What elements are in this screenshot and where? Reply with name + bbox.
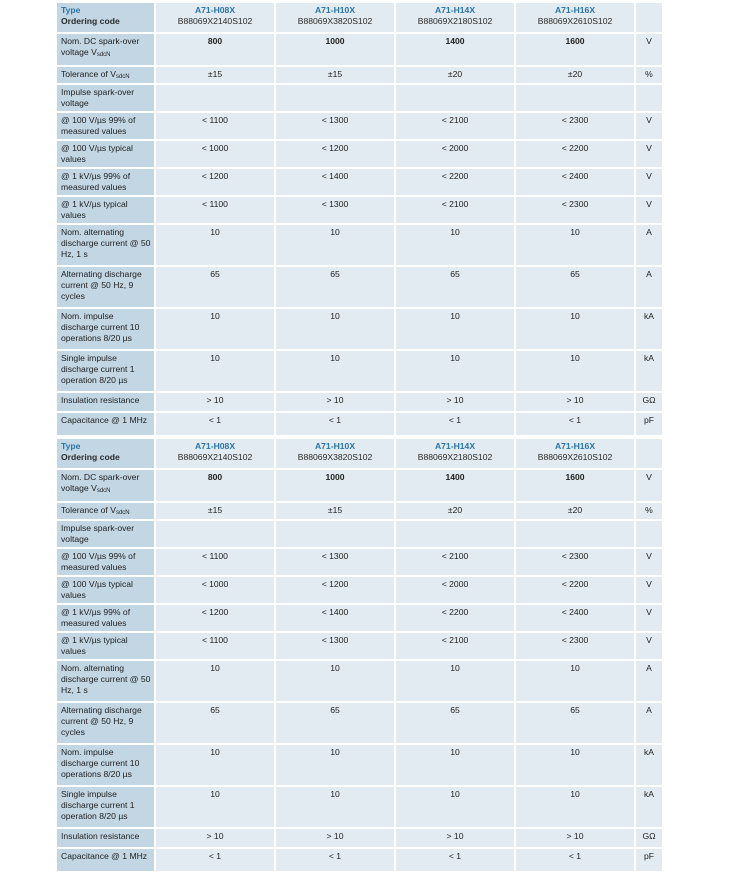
table-row — [57, 604, 663, 632]
row-label-text: @ 1 kV/µs 99% of measured values — [61, 171, 131, 192]
value-cell: < 1200 — [155, 168, 275, 196]
row-label — [57, 576, 155, 604]
row-label-text: Alternating discharge current @ 50 Hz, 9 cycles — [61, 269, 142, 301]
row-label-text: Capacitance @ 1 MHz — [61, 851, 148, 861]
value-cell: < 1 — [515, 848, 635, 872]
value-cell: 1600 — [515, 469, 635, 502]
value-cell: ±15 — [155, 502, 275, 520]
value-cell: 800 — [155, 33, 275, 66]
value-cell: 10 — [275, 744, 395, 786]
row-label-text: Nom. impulse discharge current 10 operations 8/20 µs — [61, 747, 140, 779]
unit-cell: % — [635, 66, 663, 84]
unit-cell: A — [635, 266, 663, 308]
value-cell: < 1 — [515, 412, 635, 436]
row-label-text: Tolerance of V — [61, 69, 116, 79]
row-label — [57, 548, 155, 576]
value-cell: > 10 — [395, 828, 515, 848]
row-label-text: Impulse spark-over voltage — [61, 523, 135, 544]
row-label — [57, 84, 155, 112]
value-cell: 1600 — [515, 33, 635, 66]
value-cell: < 1100 — [155, 632, 275, 660]
value-cell: < 2100 — [395, 196, 515, 224]
row-label — [57, 33, 155, 66]
model-header-cell — [275, 3, 395, 33]
table-row — [57, 632, 663, 660]
value-cell: 10 — [155, 350, 275, 392]
model-type: A71-H16X — [554, 5, 596, 15]
unit-cell: V — [635, 469, 663, 502]
model-header-cell — [395, 439, 515, 469]
unit-cell — [635, 520, 663, 548]
value-cell — [275, 520, 395, 548]
row-label — [57, 196, 155, 224]
row-label — [57, 828, 155, 848]
model-header-cell — [515, 439, 635, 469]
table-row — [57, 660, 663, 702]
value-cell: > 10 — [155, 828, 275, 848]
model-ordering-code: B88069X2610S102 — [537, 452, 613, 462]
value-cell: < 2300 — [515, 548, 635, 576]
row-label — [57, 140, 155, 168]
value-cell: 10 — [395, 744, 515, 786]
value-cell: > 10 — [155, 392, 275, 412]
value-cell: < 2200 — [515, 576, 635, 604]
value-cell — [515, 84, 635, 112]
value-cell: 10 — [155, 308, 275, 350]
unit-cell: kA — [635, 786, 663, 828]
table-row — [57, 33, 663, 66]
row-label-subscript: sdcN — [115, 74, 130, 80]
value-cell: < 1100 — [155, 548, 275, 576]
value-cell: 1000 — [275, 469, 395, 502]
row-label-text: @ 1 kV/µs typical values — [61, 635, 128, 656]
row-label-text: @ 100 V/µs 99% of measured values — [61, 115, 136, 136]
unit-cell: kA — [635, 350, 663, 392]
table-row — [57, 502, 663, 520]
table-row — [57, 392, 663, 412]
value-cell: ±15 — [275, 66, 395, 84]
row-label — [57, 604, 155, 632]
header-row — [57, 439, 663, 469]
value-cell: 10 — [515, 660, 635, 702]
unit-cell: A — [635, 224, 663, 266]
table-row — [57, 702, 663, 744]
row-label-text: Insulation resistance — [61, 831, 140, 841]
value-cell: ±20 — [395, 66, 515, 84]
value-cell — [395, 520, 515, 548]
row-label-text: Capacitance @ 1 MHz — [61, 415, 148, 425]
unit-cell: V — [635, 548, 663, 576]
value-cell: 10 — [275, 786, 395, 828]
value-cell: 65 — [275, 702, 395, 744]
table-row — [57, 744, 663, 786]
value-cell: < 1200 — [155, 604, 275, 632]
row-label — [57, 66, 155, 84]
row-label — [57, 112, 155, 140]
model-ordering-code: B88069X3820S102 — [297, 452, 373, 462]
value-cell: < 1 — [275, 412, 395, 436]
unit-cell: A — [635, 702, 663, 744]
value-cell: 10 — [515, 744, 635, 786]
value-cell: 10 — [155, 660, 275, 702]
value-cell: 10 — [515, 224, 635, 266]
value-cell: 10 — [155, 786, 275, 828]
model-type: A71-H08X — [194, 5, 236, 15]
value-cell: ±15 — [155, 66, 275, 84]
unit-cell: V — [635, 632, 663, 660]
table-row — [57, 828, 663, 848]
spec-table-1 — [57, 3, 664, 437]
table-row — [57, 548, 663, 576]
unit-cell: pF — [635, 412, 663, 436]
table-row — [57, 112, 663, 140]
model-header-cell — [275, 439, 395, 469]
value-cell: < 2400 — [515, 604, 635, 632]
table-row — [57, 576, 663, 604]
value-cell: 10 — [515, 350, 635, 392]
model-ordering-code: B88069X2140S102 — [177, 16, 253, 26]
value-cell: 1400 — [395, 469, 515, 502]
row-label-text: @ 1 kV/µs 99% of measured values — [61, 607, 131, 628]
value-cell: 1000 — [275, 33, 395, 66]
row-label-text: Nom. alternating discharge current @ 50 Hz, 1 s — [61, 227, 151, 259]
row-label — [57, 520, 155, 548]
value-cell — [515, 520, 635, 548]
value-cell: < 2200 — [515, 140, 635, 168]
unit-cell: A — [635, 660, 663, 702]
ordering-code-label: Ordering code — [61, 452, 120, 462]
model-type: A71-H08X — [194, 441, 236, 451]
table-row — [57, 848, 663, 872]
table-row — [57, 224, 663, 266]
unit-cell: V — [635, 576, 663, 604]
value-cell: < 1 — [395, 848, 515, 872]
row-label-text: Insulation resistance — [61, 395, 140, 405]
value-cell: ±20 — [515, 66, 635, 84]
value-cell: 800 — [155, 469, 275, 502]
row-label-text: @ 100 V/µs typical values — [61, 143, 133, 164]
value-cell: 65 — [395, 702, 515, 744]
header-label-cell — [57, 3, 155, 33]
model-type: A71-H10X — [314, 441, 356, 451]
model-ordering-code: B88069X2140S102 — [177, 452, 253, 462]
value-cell: 10 — [395, 308, 515, 350]
row-label-text: @ 100 V/µs typical values — [61, 579, 133, 600]
row-label — [57, 392, 155, 412]
type-label: Type — [61, 441, 81, 451]
row-label-text: Impulse spark-over voltage — [61, 87, 135, 108]
value-cell: < 2300 — [515, 196, 635, 224]
value-cell: < 1300 — [275, 112, 395, 140]
row-label — [57, 224, 155, 266]
row-label-subscript: sdcN — [115, 510, 130, 516]
value-cell: < 1 — [275, 848, 395, 872]
value-cell: 65 — [275, 266, 395, 308]
row-label-text: @ 1 kV/µs typical values — [61, 199, 128, 220]
table-row — [57, 66, 663, 84]
value-cell: < 1100 — [155, 112, 275, 140]
model-header-cell — [155, 3, 275, 33]
row-label — [57, 412, 155, 436]
value-cell: > 10 — [275, 392, 395, 412]
row-label — [57, 469, 155, 502]
value-cell: < 2100 — [395, 548, 515, 576]
row-label-text: Nom. DC spark-over voltage V — [61, 472, 140, 493]
model-type: A71-H10X — [314, 5, 356, 15]
value-cell: 10 — [275, 224, 395, 266]
model-ordering-code: B88069X3820S102 — [297, 16, 373, 26]
value-cell: < 2100 — [395, 632, 515, 660]
row-label-subscript: sdcN — [96, 52, 111, 58]
row-label — [57, 786, 155, 828]
value-cell: < 1400 — [275, 168, 395, 196]
value-cell: < 1000 — [155, 140, 275, 168]
value-cell: 10 — [155, 744, 275, 786]
row-label-text: Single impulse discharge current 1 operation 8/20 µs — [61, 353, 135, 385]
value-cell: < 2100 — [395, 112, 515, 140]
table-row — [57, 520, 663, 548]
type-label: Type — [61, 5, 81, 15]
value-cell: 1400 — [395, 33, 515, 66]
model-ordering-code: B88069X2180S102 — [417, 452, 493, 462]
value-cell: < 1 — [155, 412, 275, 436]
row-label — [57, 266, 155, 308]
value-cell: < 1100 — [155, 196, 275, 224]
row-label — [57, 168, 155, 196]
value-cell — [275, 84, 395, 112]
unit-cell: GΩ — [635, 828, 663, 848]
row-label-text: Single impulse discharge current 1 operation 8/20 µs — [61, 789, 135, 821]
row-label — [57, 632, 155, 660]
unit-cell: V — [635, 604, 663, 632]
model-ordering-code: B88069X2180S102 — [417, 16, 493, 26]
value-cell: 10 — [275, 308, 395, 350]
row-label-text: Nom. DC spark-over voltage V — [61, 36, 140, 57]
row-label — [57, 702, 155, 744]
value-cell: < 1 — [395, 412, 515, 436]
value-cell: < 2000 — [395, 140, 515, 168]
value-cell: 65 — [515, 702, 635, 744]
unit-cell: V — [635, 196, 663, 224]
model-type: A71-H16X — [554, 441, 596, 451]
row-label-subscript: sdcN — [96, 488, 111, 494]
spec-table-2 — [57, 439, 664, 873]
unit-cell: kA — [635, 744, 663, 786]
value-cell: ±20 — [395, 502, 515, 520]
value-cell: < 1200 — [275, 576, 395, 604]
value-cell: < 2200 — [395, 604, 515, 632]
row-label — [57, 848, 155, 872]
model-type: A71-H14X — [434, 5, 476, 15]
model-header-cell — [395, 3, 515, 33]
table-row — [57, 168, 663, 196]
unit-cell: V — [635, 33, 663, 66]
unit-cell — [635, 84, 663, 112]
value-cell: > 10 — [515, 828, 635, 848]
model-type: A71-H14X — [434, 441, 476, 451]
value-cell: 10 — [275, 350, 395, 392]
model-header-cell — [515, 3, 635, 33]
table-row — [57, 412, 663, 436]
value-cell: < 1 — [155, 848, 275, 872]
value-cell — [155, 84, 275, 112]
table-row — [57, 308, 663, 350]
header-label-cell — [57, 439, 155, 469]
value-cell: > 10 — [515, 392, 635, 412]
table-row — [57, 350, 663, 392]
value-cell: 65 — [155, 266, 275, 308]
table-row — [57, 140, 663, 168]
unit-cell: V — [635, 168, 663, 196]
value-cell: 10 — [155, 224, 275, 266]
row-label-text: Alternating discharge current @ 50 Hz, 9 cycles — [61, 705, 142, 737]
table-row — [57, 469, 663, 502]
ordering-code-label: Ordering code — [61, 16, 120, 26]
row-label-text: Nom. alternating discharge current @ 50 Hz, 1 s — [61, 663, 151, 695]
value-cell: 10 — [515, 308, 635, 350]
value-cell: 10 — [395, 224, 515, 266]
table-row — [57, 786, 663, 828]
value-cell: 10 — [395, 660, 515, 702]
value-cell: 10 — [395, 350, 515, 392]
value-cell: > 10 — [395, 392, 515, 412]
value-cell: < 1400 — [275, 604, 395, 632]
table-row — [57, 266, 663, 308]
value-cell: < 2200 — [395, 168, 515, 196]
value-cell: < 2300 — [515, 112, 635, 140]
row-label — [57, 350, 155, 392]
row-label — [57, 502, 155, 520]
value-cell: < 2400 — [515, 168, 635, 196]
value-cell: > 10 — [275, 828, 395, 848]
unit-cell: GΩ — [635, 392, 663, 412]
model-ordering-code: B88069X2610S102 — [537, 16, 613, 26]
header-row — [57, 3, 663, 33]
value-cell: < 1200 — [275, 140, 395, 168]
unit-cell: % — [635, 502, 663, 520]
unit-header-cell — [635, 3, 663, 33]
value-cell: 65 — [395, 266, 515, 308]
value-cell: ±15 — [275, 502, 395, 520]
row-label-text: @ 100 V/µs 99% of measured values — [61, 551, 136, 572]
value-cell: 10 — [275, 660, 395, 702]
value-cell: < 1300 — [275, 548, 395, 576]
value-cell: 65 — [515, 266, 635, 308]
unit-cell: V — [635, 140, 663, 168]
value-cell: 10 — [395, 786, 515, 828]
row-label — [57, 308, 155, 350]
value-cell: 10 — [515, 786, 635, 828]
row-label — [57, 660, 155, 702]
unit-cell: kA — [635, 308, 663, 350]
value-cell — [155, 520, 275, 548]
row-label-text: Nom. impulse discharge current 10 operations 8/20 µs — [61, 311, 140, 343]
value-cell: < 1000 — [155, 576, 275, 604]
table-row — [57, 84, 663, 112]
row-label-text: Tolerance of V — [61, 505, 116, 515]
model-header-cell — [155, 439, 275, 469]
value-cell — [395, 84, 515, 112]
unit-cell: V — [635, 112, 663, 140]
table-row — [57, 196, 663, 224]
value-cell: < 2000 — [395, 576, 515, 604]
unit-header-cell — [635, 439, 663, 469]
value-cell: < 2300 — [515, 632, 635, 660]
row-label — [57, 744, 155, 786]
value-cell: ±20 — [515, 502, 635, 520]
value-cell: < 1300 — [275, 196, 395, 224]
value-cell: < 1300 — [275, 632, 395, 660]
unit-cell: pF — [635, 848, 663, 872]
value-cell: 65 — [155, 702, 275, 744]
